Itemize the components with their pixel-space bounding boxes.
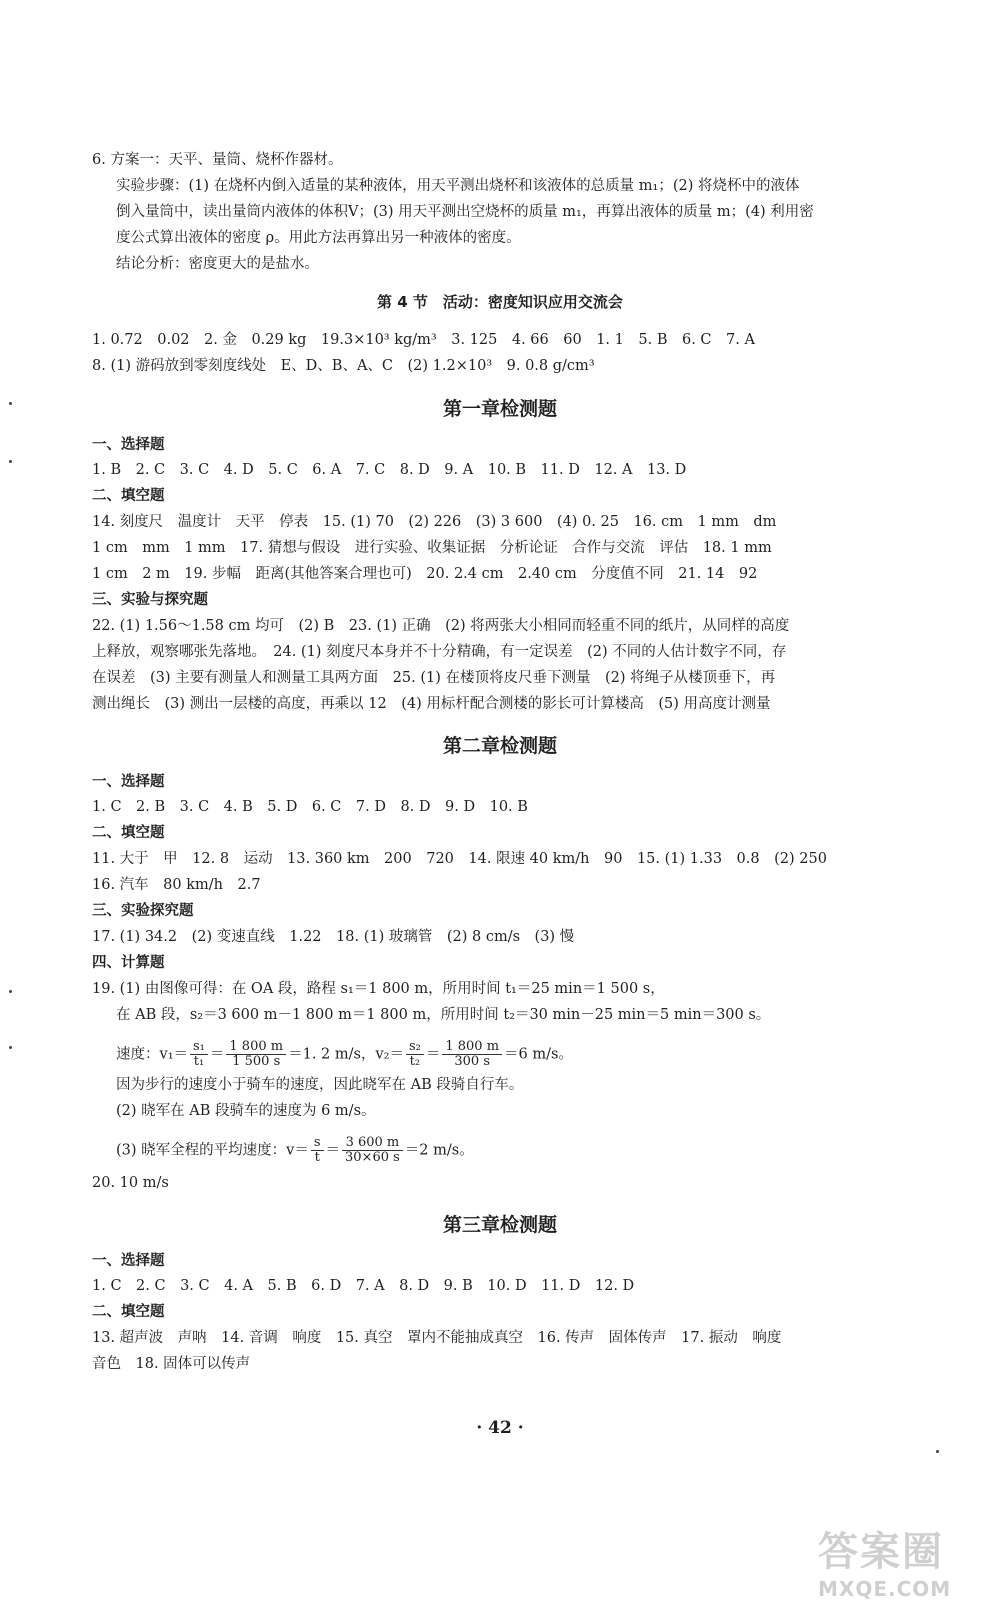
ch2-fill-line-2: 16. 汽车 80 km/h 2.7 bbox=[92, 877, 261, 893]
fraction bbox=[226, 1040, 286, 1069]
watermark-logo bbox=[818, 1520, 978, 1601]
formula-text: ＝6 m/s。 bbox=[504, 1046, 573, 1063]
fraction-numerator: s₁ bbox=[190, 1040, 208, 1055]
ch1-heading-experiment: 三、实验与探究题 bbox=[92, 592, 208, 608]
formula-text: (3) 晓军全程的平均速度：v＝ bbox=[116, 1142, 309, 1159]
ch2-heading-calc: 四、计算题 bbox=[92, 955, 165, 971]
ch1-exp-line-2: 上释放，观察哪张先落地。 24. (1) 刻度尺本身并不十分精确，有一定误差 (2) 不同的人估计数字不同，存 bbox=[92, 644, 787, 660]
formula-text: ＝1. 2 m/s，v₂＝ bbox=[288, 1046, 404, 1063]
fraction bbox=[190, 1040, 208, 1069]
scan-speck bbox=[936, 1450, 939, 1453]
ch1-fill-line-1: 14. 刻度尺 温度计 天平 停表 15. (1) 70 (2) 226 (3) 3 600 (4) 0. 25 16. cm 1 mm dm bbox=[92, 514, 777, 530]
ch2-exp-line-1: 17. (1) 34.2 (2) 变速直线 1.22 18. (1) 玻璃管 (2) 8 cm/s (3) 慢 bbox=[92, 929, 575, 945]
ch3-choice-answers: 1. C 2. C 3. C 4. A 5. B 6. D 7. A 8. D 9. B 10. D 11. D 12. D bbox=[92, 1278, 635, 1294]
scan-speck bbox=[9, 990, 12, 993]
section-4-title: 第 4 节 活动：密度知识应用交流会 bbox=[377, 293, 623, 311]
page-number: · 42 · bbox=[476, 1418, 524, 1438]
q6-line-1: 6. 方案一：天平、量筒、烧杯作器材。 bbox=[92, 152, 343, 168]
fraction bbox=[311, 1136, 324, 1165]
formula-text: ＝ bbox=[425, 1046, 441, 1063]
ch1-exp-line-4: 测出绳长 (3) 测出一层楼的高度，再乘以 12 (4) 用标杆配合测楼的影长可计算楼高 (5) 用高度计测量 bbox=[92, 696, 771, 712]
formula-text: 速度：v₁＝ bbox=[116, 1046, 189, 1063]
chapter-1-title: 第一章检测题 bbox=[442, 398, 557, 420]
fraction-numerator: 3 600 m bbox=[342, 1136, 403, 1151]
chapter-3-title: 第三章检测题 bbox=[442, 1214, 557, 1236]
formula-text: ＝2 m/s。 bbox=[404, 1142, 474, 1159]
section-4-line-1: 1. 0.72 0.02 2. 金 0.29 kg 19.3×10³ kg/m³ 3. 125 4. 66 60 1. 1 5. B 6. C 7. A bbox=[92, 332, 755, 348]
scan-speck bbox=[9, 402, 12, 405]
fraction-numerator: 1 800 m bbox=[226, 1040, 286, 1055]
fraction bbox=[406, 1040, 424, 1069]
fraction-denominator: t₂ bbox=[409, 1054, 421, 1069]
ch2-calc-line-5: (2) 晓军在 AB 段骑车的速度为 6 m/s。 bbox=[116, 1103, 376, 1119]
ch2-heading-choice: 一、选择题 bbox=[92, 774, 165, 790]
fraction-numerator: s₂ bbox=[406, 1040, 424, 1055]
ch1-exp-line-3: 在误差 (3) 主要有测量人和测量工具两方面 25. (1) 在楼顶将皮尺垂下测量 (2) 将绳子从楼顶垂下，再 bbox=[92, 670, 776, 686]
fraction-numerator: 1 800 m bbox=[442, 1040, 502, 1055]
ch2-heading-experiment: 三、实验探究题 bbox=[92, 903, 194, 919]
scan-speck bbox=[9, 1046, 12, 1049]
formula-text: ＝ bbox=[325, 1142, 341, 1159]
fraction-numerator: s bbox=[311, 1136, 324, 1151]
ch1-fill-line-2: 1 cm mm 1 mm 17. 猜想与假设 进行实验、收集证据 分析论证 合作与交流 评估 18. 1 mm bbox=[92, 540, 772, 556]
ch2-heading-fill: 二、填空题 bbox=[92, 825, 165, 841]
ch3-heading-fill: 二、填空题 bbox=[92, 1304, 165, 1320]
ch2-choice-answers: 1. C 2. B 3. C 4. B 5. D 6. C 7. D 8. D 9. D 10. B bbox=[92, 799, 528, 815]
fraction bbox=[442, 1040, 502, 1069]
ch2-calc-line-1: 19. (1) 由图像可得：在 OA 段，路程 s₁＝1 800 m，所用时间 t₁＝25 min＝1 500 s， bbox=[92, 981, 665, 997]
ch2-fill-line-1: 11. 大于 甲 12. 8 运动 13. 360 km 200 720 14. 限速 40 km/h 90 15. (1) 1.33 0.8 (2) 250 bbox=[92, 851, 827, 867]
ch3-fill-line-1: 13. 超声波 声呐 14. 音调 响度 15. 真空 罩内不能抽成真空 16. 传声 固体传声 17. 振动 响度 bbox=[92, 1330, 782, 1346]
fraction-denominator: t₁ bbox=[193, 1054, 205, 1069]
q6-line-5: 结论分析：密度更大的是盐水。 bbox=[116, 256, 319, 272]
q6-line-2: 实验步骤：(1) 在烧杯内倒入适量的某种液体，用天平测出烧杯和该液体的总质量 m₁；(2) 将烧杯中的液体 bbox=[116, 178, 800, 194]
watermark-url: MXQE.COM bbox=[818, 1577, 952, 1601]
chapter-2-title: 第二章检测题 bbox=[442, 735, 557, 757]
ch2-calc-line-2: 在 AB 段，s₂＝3 600 m－1 800 m＝1 800 m，所用时间 t₂＝30 min－25 min＝5 min＝300 s。 bbox=[116, 1007, 771, 1023]
ch1-heading-choice: 一、选择题 bbox=[92, 437, 165, 453]
ch2-calc-line-7: 20. 10 m/s bbox=[92, 1175, 169, 1191]
fraction-denominator: t bbox=[314, 1150, 320, 1165]
q6-line-3: 倒入量筒中，读出量筒内液体的体积V；(3) 用天平测出空烧杯的质量 m₁，再算出液体的质量 m；(4) 利用密 bbox=[116, 204, 814, 220]
formula-text: ＝ bbox=[209, 1046, 225, 1063]
ch1-fill-line-3: 1 cm 2 m 19. 步幅 距离(其他答案合理也可) 20. 2.4 cm 2.40 cm 分度值不同 21. 14 92 bbox=[92, 566, 758, 582]
q6-line-4: 度公式算出液体的密度 ρ。用此方法再算出另一种液体的密度。 bbox=[116, 230, 521, 246]
ch2-calc-line-4: 因为步行的速度小于骑车的速度，因此晓军在 AB 段骑自行车。 bbox=[116, 1077, 524, 1093]
ch2-calc-average-formula bbox=[116, 1136, 474, 1165]
fraction-denominator: 30×60 s bbox=[345, 1150, 400, 1165]
fraction bbox=[342, 1136, 403, 1165]
ch2-calc-speed-formula bbox=[116, 1040, 573, 1069]
fraction-denominator: 300 s bbox=[454, 1054, 490, 1069]
ch3-heading-choice: 一、选择题 bbox=[92, 1253, 165, 1269]
ch1-choice-answers: 1. B 2. C 3. C 4. D 5. C 6. A 7. C 8. D 9. A 10. B 11. D 12. A 13. D bbox=[92, 462, 687, 478]
ch1-exp-line-1: 22. (1) 1.56～1.58 cm 均可 (2) B 23. (1) 正确 (2) 将两张大小相同而轻重不同的纸片，从同样的高度 bbox=[92, 618, 790, 634]
ch1-heading-fill: 二、填空题 bbox=[92, 488, 165, 504]
watermark-text: 答案圈 bbox=[818, 1529, 944, 1575]
section-4-line-2: 8. (1) 游码放到零刻度线处 E、D、B、A、C (2) 1.2×10³ 9. 0.8 g/cm³ bbox=[92, 358, 595, 374]
scan-speck bbox=[9, 460, 12, 463]
ch3-fill-line-2: 音色 18. 固体可以传声 bbox=[92, 1356, 251, 1372]
fraction-denominator: 1 500 s bbox=[232, 1054, 281, 1069]
